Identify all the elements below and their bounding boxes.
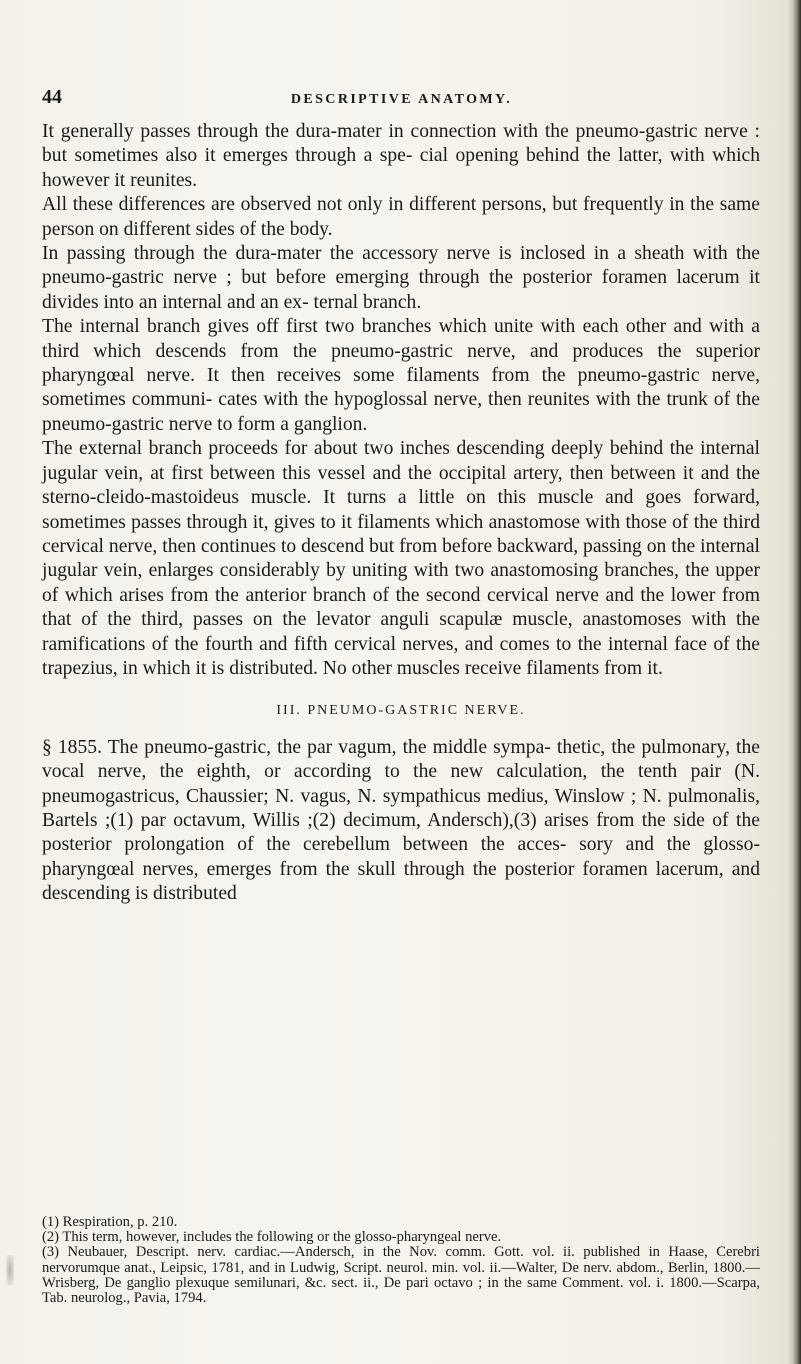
footnote: (3) Neubauer, Descript. nerv. cardiac.—Andersch, in the Nov. comm. Gott. vol. ii. published in Haase, Cerebri nervorumque anat., Leipsic, 1781, and in Ludwig, Script. neurol. min. vol. ii.—Walter, De nerv. abdom., Berlin, 1800.—Wrisberg, De ganglio plexuque semilunari, &c. sect. ii., De pari octavo ; in the same Comment. vol. i. 1800.—Scarpa, Tab. neurolog., Pavia, 1794. xyxy=(42,1244,760,1307)
page-edge xyxy=(787,0,801,1364)
section-paragraph: § 1855. The pneumo-gastric, the par vagum, the middle sympa- thetic, the pulmonary, the vocal nerve, the eighth, or according to the new calculation, the tenth pair (N. pneumogastricus, Chaussier; N. vagus, N. sympathicus medius, Winslow ; N. pulmonalis, Bartels ;(1) par octavum, Willis ;(2) decimum, Andersch),(3) arises from the side of the posterior prolongation of the cerebellum between the acces- sory and the glosso-pharyngœal nerves, emerges from the skull through the posterior foramen lacerum, and descending is distributed xyxy=(42,736,760,905)
paragraph: The internal branch gives off first two branches which unite with each other and with a third which descends from the pneumo-gastric nerve, and produces the superior pharyngœal nerve. It then receives some filaments from the pneumo-gastric nerve, sometimes communi- cates with the hypoglossal nerve, then reunites with the trunk of the pneumo-gastric nerve to form a ganglion. xyxy=(42,316,760,435)
paper-stain xyxy=(6,1255,14,1285)
paragraph: The external branch proceeds for about two inches descending deeply behind the internal jugular vein, at first between this vessel and the occipital artery, then between it and the sterno-cleido-mastoideus muscle. It turns a little on this muscle and goes forward, sometimes passes through it, gives to it filaments which anastomose with those of the third cervical nerve, then continues to descend but from before backward, passing on the internal jugular vein, enlarges considerably by uniting with two anastomosing branches, the upper of which arises from the anterior branch of the second cervical nerve and the lower from that of the third, passes on the levator anguli scapulæ muscle, anastomoses with the ramifications of the fourth and fifth cervical nerves, and comes to the internal face of the trapezius, in which it is distributed. No other muscles receive filaments from it. xyxy=(42,438,760,679)
footnotes xyxy=(42,1215,760,1306)
body-text xyxy=(42,120,760,907)
footnote: (1) Respiration, p. 210. xyxy=(42,1214,178,1230)
section-title: III. PNEUMO-GASTRIC NERVE. xyxy=(276,703,526,719)
page-header xyxy=(42,86,761,110)
page-number: 44 xyxy=(42,86,62,108)
paragraph: In passing through the dura-mater the accessory nerve is inclosed in a sheath with the pneumo-gastric nerve ; but before emerging through the posterior foramen lacerum it divides into an internal and an ex- ternal branch. xyxy=(42,243,760,313)
paragraph: It generally passes through the dura-mater in connection with the pneumo-gastric nerve : but sometimes also it emerges through a spe- cial opening behind the latter, with which however it reunites. xyxy=(42,121,760,191)
running-head: DESCRIPTIVE ANATOMY. xyxy=(290,92,513,107)
paragraph: All these differences are observed not only in different persons, but frequently in the same person on different sides of the body. xyxy=(42,194,760,240)
footnote: (2) This term, however, includes the following or the glosso-pharyngeal nerve. xyxy=(42,1229,502,1246)
